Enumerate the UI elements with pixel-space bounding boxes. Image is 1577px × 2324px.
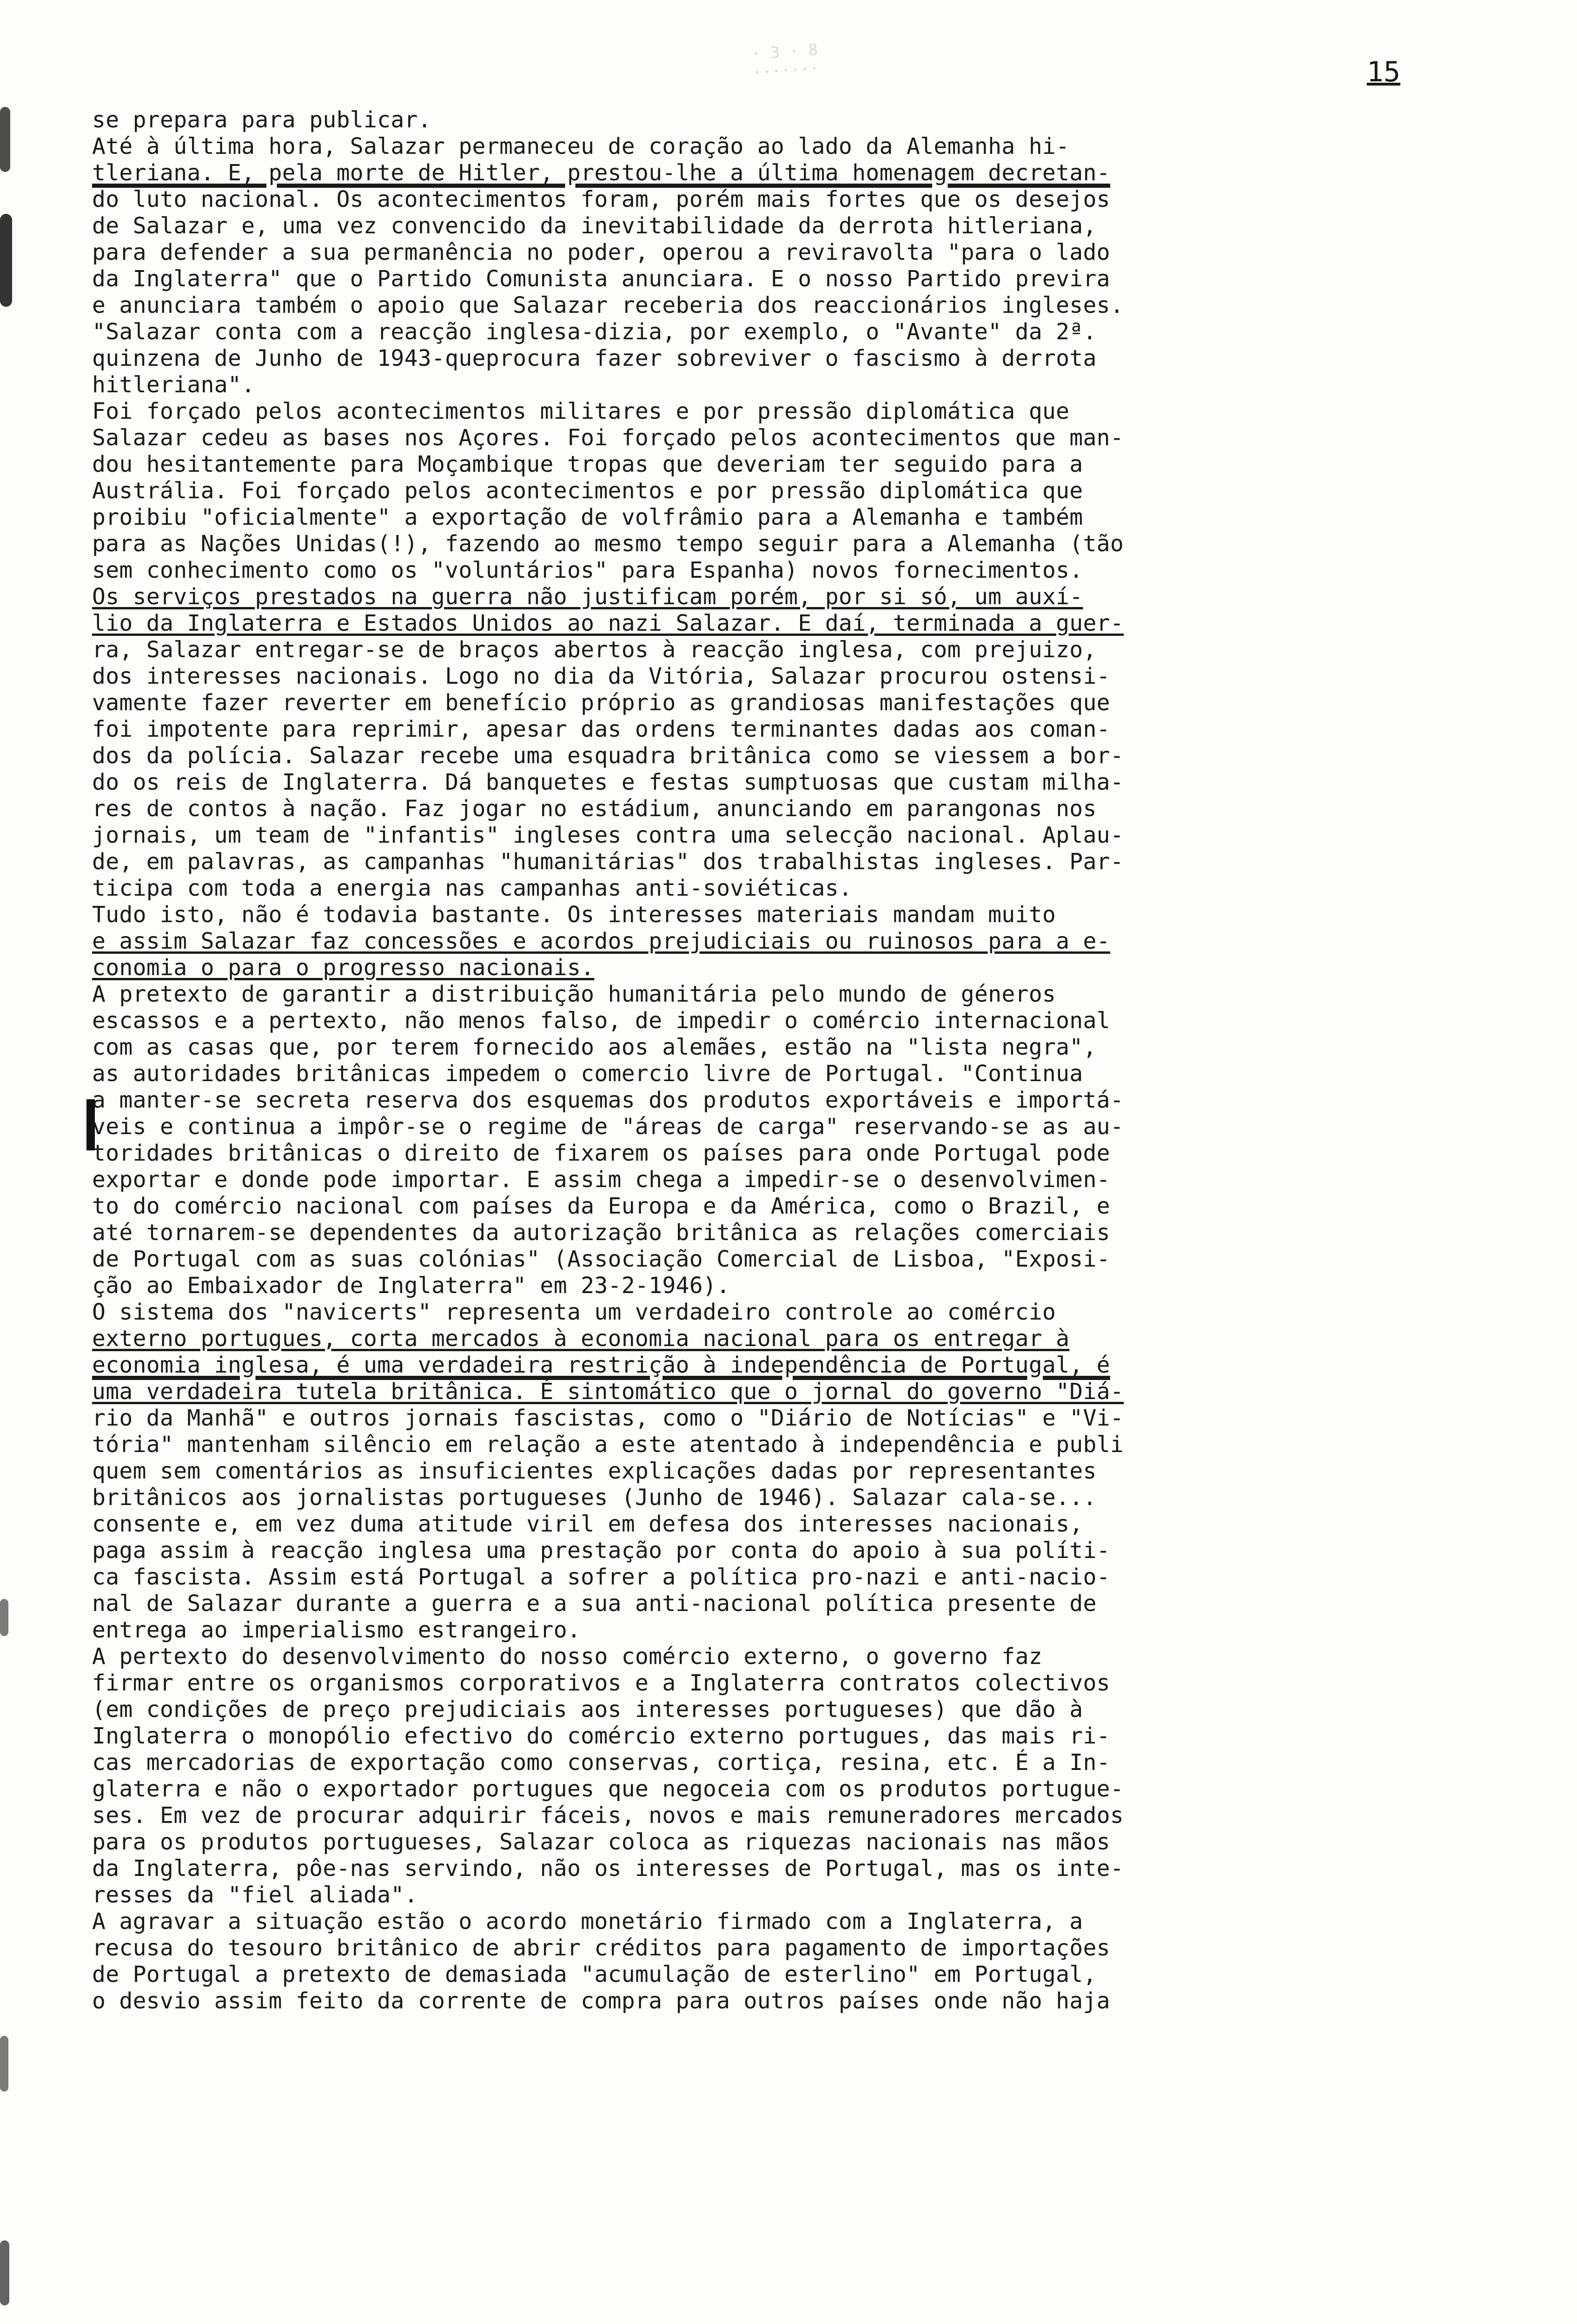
text-line: escassos e a pertexto, não menos falso, de impedir o comércio internacional [92, 1008, 1110, 1034]
text-line: exportar e donde pode importar. E assim chega a impedir-se o desenvolvimen- [92, 1167, 1110, 1193]
text-line: as autoridades britânicas impedem o comercio livre de Portugal. "Continua [92, 1061, 1083, 1087]
text-line: de Portugal a pretexto de demasiada "acumulação de esterlino" em Portugal, [92, 1961, 1097, 1987]
binding-hole-mark [0, 214, 12, 307]
text-line: uma verdadeira tutela britânica. É sintomático que o jornal do governo "Diá- [92, 1379, 1124, 1405]
binding-hole-mark [0, 2240, 9, 2305]
text-line: cas mercadorias de exportação como conservas, cortiça, resina, etc. É a In- [92, 1750, 1110, 1776]
typed-body-text [92, 107, 1552, 2014]
text-line: com as casas que, por terem fornecido aos alemães, estão na "lista negra", [92, 1034, 1097, 1060]
text-line: recusa do tesouro britânico de abrir créditos para pagamento de importações [92, 1935, 1110, 1961]
text-line: externo portugues, corta mercados à economia nacional para os entregar à [92, 1326, 1070, 1352]
text-line: resses da "fiel aliada". [92, 1882, 418, 1908]
text-line: to do comércio nacional com países da Europa e da América, como o Brazil, e [92, 1193, 1110, 1219]
text-line: conomia o para o progresso nacionais. [92, 955, 595, 981]
text-line: Tudo isto, não é todavia bastante. Os interesses materiais mandam muito [92, 902, 1056, 928]
faded-stamp: · 3 · 8 ······· [750, 40, 820, 82]
binding-hole-mark [0, 1599, 8, 1636]
text-line: (em condições de preço prejudiciais aos interesses portugueses) que dão à [92, 1697, 1083, 1723]
text-line: "Salazar conta com a reacção inglesa-dizia, por exemplo, o "Avante" da 2ª. [92, 319, 1097, 345]
text-line: Inglaterra o monopólio efectivo do comércio externo portugues, das mais ri- [92, 1723, 1110, 1749]
text-line: dos da polícia. Salazar recebe uma esquadra britânica como se viessem a bor- [92, 743, 1124, 769]
text-line: A pretexto de garantir a distribuição humanitária pelo mundo de géneros [92, 981, 1056, 1007]
text-line: dos interesses nacionais. Logo no dia da Vitória, Salazar procurou ostensi- [92, 663, 1110, 689]
text-line: proibiu "oficialmente" a exportação de volfrâmio para a Alemanha e também [92, 504, 1083, 530]
text-line: foi impotente para reprimir, apesar das ordens terminantes dadas aos coman- [92, 716, 1110, 742]
text-line: se prepara para publicar. [92, 107, 431, 133]
text-line: entrega ao imperialismo estrangeiro. [92, 1617, 581, 1643]
text-line: de Salazar e, uma vez convencido da inevitabilidade da derrota hitleriana, [92, 213, 1097, 239]
binding-hole-mark [0, 107, 10, 172]
text-line: firmar entre os organismos corporativos e a Inglaterra contratos colectivos [92, 1670, 1110, 1696]
text-line: Os serviços prestados na guerra não justificam porém, por si só, um auxí- [92, 584, 1083, 610]
text-line: jornais, um team de "infantis" ingleses contra uma selecção nacional. Aplau- [92, 822, 1124, 848]
text-line: tleriana. E, pela morte de Hitler, prestou-lhe a última homenagem decretan- [92, 160, 1110, 186]
text-line: economia inglesa, é uma verdadeira restrição à independência de Portugal, é [92, 1352, 1110, 1378]
page-number: 15 [1366, 56, 1400, 88]
text-line: da Inglaterra" que o Partido Comunista anunciara. E o nosso Partido previra [92, 266, 1110, 292]
text-line: sem conhecimento como os "voluntários" para Espanha) novos fornecimentos. [92, 557, 1083, 583]
text-line: A pertexto do desenvolvimento do nosso comércio externo, o governo faz [92, 1644, 1042, 1670]
text-line: o desvio assim feito da corrente de compra para outros países onde não haja [92, 1988, 1110, 2014]
text-line: britânicos aos jornalistas portugueses (Junho de 1946). Salazar cala-se... [92, 1485, 1097, 1511]
text-line: res de contos à nação. Faz jogar no estádium, anunciando em parangonas nos [92, 796, 1097, 822]
text-line: para os produtos portugueses, Salazar coloca as riquezas nacionais nas mãos [92, 1829, 1110, 1855]
binding-hole-mark [0, 2036, 8, 2092]
text-line: ção ao Embaixador de Inglaterra" em 23-2-1946). [92, 1273, 730, 1299]
text-line: e assim Salazar faz concessões e acordos prejudiciais ou ruinosos para a e- [92, 928, 1110, 954]
text-line: consente e, em vez duma atitude viril em defesa dos interesses nacionais, [92, 1511, 1083, 1537]
text-line: vamente fazer reverter em benefício próprio as grandiosas manifestações que [92, 690, 1110, 716]
text-line: glaterra e não o exportador portugues que negoceia com os produtos portugue- [92, 1776, 1124, 1802]
text-line: do os reis de Inglaterra. Dá banquetes e festas sumptuosas que custam milha- [92, 769, 1124, 795]
text-line: ca fascista. Assim está Portugal a sofrer a política pro-nazi e anti-nacio- [92, 1564, 1110, 1590]
text-line: de Portugal com as suas colónias" (Associação Comercial de Lisboa, "Exposi- [92, 1246, 1110, 1272]
text-line: até tornarem-se dependentes da autorização britânica as relações comerciais [92, 1220, 1110, 1246]
text-line: rio da Manhã" e outros jornais fascistas, como o "Diário de Notícias" e "Vi- [92, 1405, 1124, 1431]
text-line: da Inglaterra, pôe-nas servindo, não os interesses de Portugal, mas os inte- [92, 1855, 1124, 1882]
text-line: nal de Salazar durante a guerra e a sua anti-nacional política presente de [92, 1591, 1097, 1617]
text-line: toridades britânicas o direito de fixarem os países para onde Portugal pode [92, 1140, 1110, 1166]
text-line: lio da Inglaterra e Estados Unidos ao nazi Salazar. E daí, terminada a guer- [92, 610, 1124, 636]
text-line: paga assim à reacção inglesa uma prestação por conta do apoio à sua políti- [92, 1538, 1110, 1564]
text-line: quinzena de Junho de 1943-queprocura fazer sobreviver o fascismo à derrota [92, 345, 1097, 371]
text-line: Até à última hora, Salazar permaneceu de coração ao lado da Alemanha hi- [92, 133, 1070, 159]
text-line: e anunciara também o apoio que Salazar receberia dos reaccionários ingleses. [92, 292, 1124, 318]
text-line: quem sem comentários as insuficientes explicações dadas por representantes [92, 1458, 1097, 1484]
text-line: dou hesitantemente para Moçambique tropas que deveriam ter seguido para a [92, 451, 1083, 477]
text-line: do luto nacional. Os acontecimentos foram, porém mais fortes que os desejos [92, 186, 1110, 212]
text-line: Austrália. Foi forçado pelos acontecimentos e por pressão diplomática que [92, 478, 1083, 504]
text-line: ses. Em vez de procurar adquirir fáceis, novos e mais remuneradores mercados [92, 1802, 1124, 1829]
text-line: Salazar cedeu as bases nos Açores. Foi forçado pelos acontecimentos que man- [92, 425, 1124, 451]
text-line: ticipa com toda a energia nas campanhas anti-soviéticas. [92, 875, 853, 901]
text-line: tória" mantenham silêncio em relação a este atentado à independência e publi [92, 1432, 1124, 1458]
text-line: A agravar a situação estão o acordo monetário firmado com a Inglaterra, a [92, 1908, 1083, 1934]
text-line: a manter-se secreta reserva dos esquemas dos produtos exportáveis e importá- [92, 1087, 1124, 1113]
text-line: veis e continua a impôr-se o regime de "áreas de carga" reservando-se as au- [92, 1114, 1124, 1140]
text-line: Foi forçado pelos acontecimentos militares e por pressão diplomática que [92, 398, 1070, 424]
text-line: para defender a sua permanência no poder, operou a reviravolta "para o lado [92, 239, 1110, 265]
text-line: O sistema dos "navicerts" representa um verdadeiro controle ao comércio [92, 1299, 1056, 1325]
text-line: para as Nações Unidas(!), fazendo ao mesmo tempo seguir para a Alemanha (tão [92, 531, 1124, 557]
text-line: hitleriana". [92, 372, 255, 398]
text-line: de, em palavras, as campanhas "humanitárias" dos trabalhistas ingleses. Par- [92, 849, 1124, 875]
text-line: ra, Salazar entregar-se de braços abertos à reacção inglesa, com prejuizo, [92, 637, 1097, 663]
